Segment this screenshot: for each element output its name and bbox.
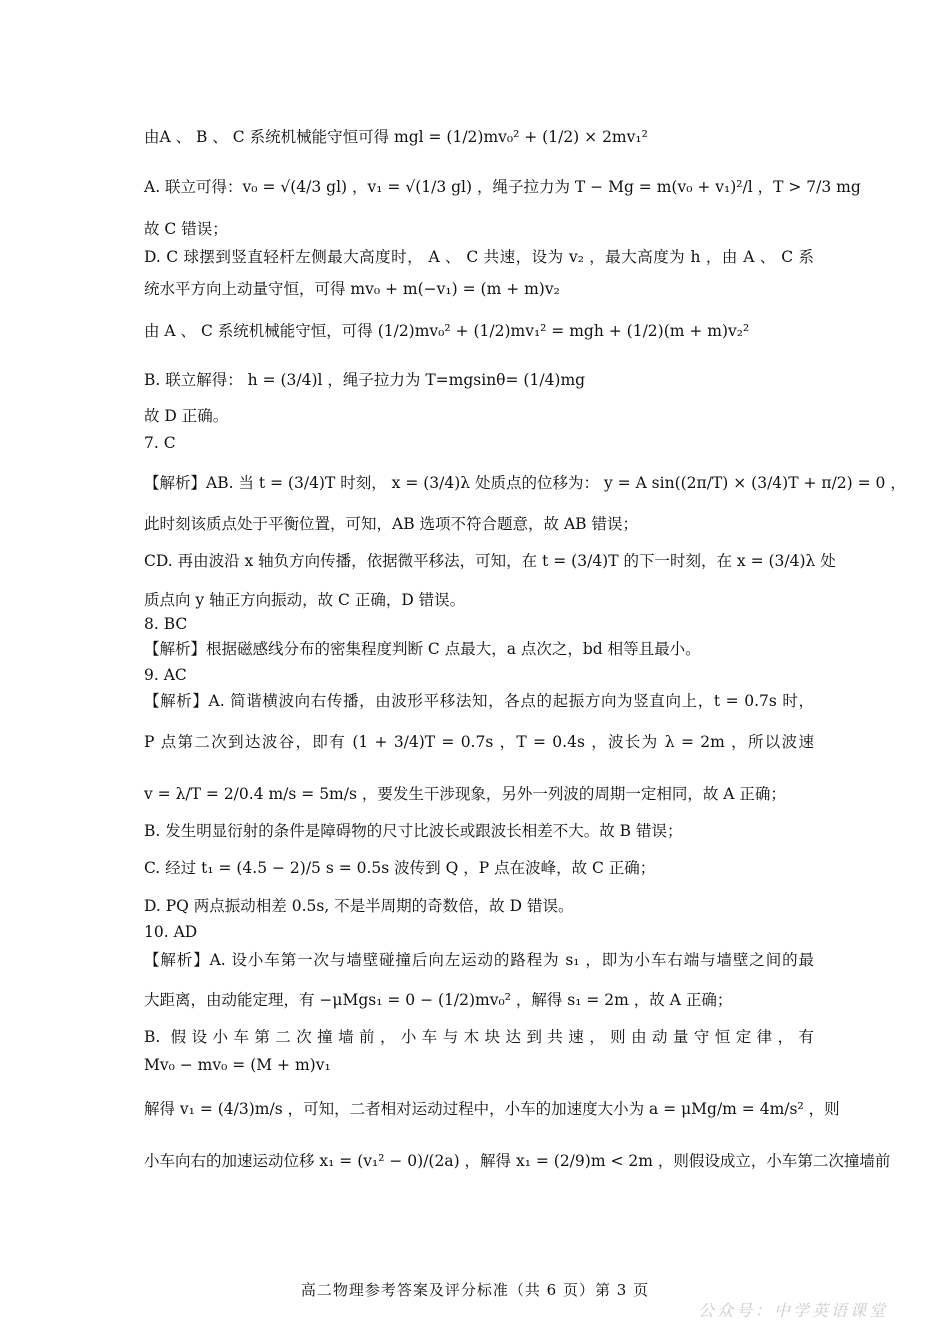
text-line: 小车向右的加速运动位移 x₁ = (v₁² − 0)/(2a) ，解得 x₁ = (2/9)m < 2m ，则假设成立，小车第二次撞墙前 <box>144 1152 891 1170</box>
text-line: B. 发生明显衍射的条件是障碍物的尺寸比波长或跟波长相差不大。故 B 错误； <box>144 822 683 840</box>
question-number: 7. C <box>144 434 176 452</box>
text-line: B. 联立解得： h = (3/4)l ，绳子拉力为 T=mgsinθ= (1/4)mg <box>144 371 586 389</box>
text-line: v = λ/T = 2/0.4 m/s = 5m/s ，要发生干涉现象，另外一列波的周期一定相同，故 A 正确； <box>144 785 786 803</box>
question-number: 9. AC <box>144 666 187 684</box>
text-line: 【解析】根据磁感线分布的密集程度判断 C 点最大，a 点次之，bd 相等且最小。 <box>144 640 701 658</box>
text-line: A. 联立可得：v₀ = √(4/3 gl) ，v₁ = √(1/3 gl) ，绳子拉力为 T − Mg = m(v₀ + v₁)²/l ，T > 7/3 mg <box>144 178 861 196</box>
text-line: 质点向 y 轴正方向振动，故 C 正确，D 错误。 <box>144 591 466 609</box>
text-line: B. 假设小车第二次撞墙前，小车与木块达到共速，则由动量守恒定律，有 <box>144 1028 814 1046</box>
question-number: 8. BC <box>144 615 188 633</box>
text-line: 由A 、 B 、 C 系统机械能守恒可得 mgl = (1/2)mv₀² + (1/2) × 2mv₁² <box>144 128 648 146</box>
text-line: CD. 再由波沿 x 轴负方向传播，依据微平移法，可知，在 t = (3/4)T 的下一时刻，在 x = (3/4)λ 处 <box>144 552 836 570</box>
text-line: 由 A 、 C 系统机械能守恒，可得 (1/2)mv₀² + (1/2)mv₁² = mgh + (1/2)(m + m)v₂² <box>144 322 750 340</box>
text-line: 解得 v₁ = (4/3)m/s ，可知，二者相对运动过程中，小车的加速度大小为 a = μMg/m = 4m/s² ，则 <box>144 1100 840 1118</box>
text-line: Mv₀ − mv₀ = (M + m)v₁ <box>144 1056 331 1074</box>
text-line: D. PQ 两点振动相差 0.5s, 不是半周期的奇数倍，故 D 错误。 <box>144 897 574 915</box>
text-line: 故 C 错误； <box>144 220 228 238</box>
page-footer: 高二物理参考答案及评分标准（共 6 页）第 3 页 <box>300 1281 650 1299</box>
text-line: 【解析】A. 简谐横波向右传播，由波形平移法知，各点的起振方向为竖直向上，t = 0.7s 时， <box>144 692 814 710</box>
text-line: 此时刻该质点处于平衡位置，可知，AB 选项不符合题意，故 AB 错误； <box>144 515 638 533</box>
text-line: C. 经过 t₁ = (4.5 − 2)/5 s = 0.5s 波传到 Q ，P 点在波峰，故 C 正确； <box>144 859 656 877</box>
text-line: P 点第二次到达波谷，即有 (1 + 3/4)T = 0.7s ，T = 0.4s ，波长为 λ = 2m ，所以波速 <box>144 733 814 751</box>
question-number: 10. AD <box>144 923 198 941</box>
watermark: 公众号：中学英语课堂 <box>697 1301 888 1320</box>
text-line: 故 D 正确。 <box>144 407 229 425</box>
text-line: 【解析】AB. 当 t = (3/4)T 时刻， x = (3/4)λ 处质点的位移为： y = A sin((2π/T) × (3/4)T + π/2) = 0 ， <box>144 474 906 492</box>
text-line: 大距离，由动能定理，有 −μMgs₁ = 0 − (1/2)mv₀² ，解得 s₁ = 2m ，故 A 正确； <box>144 991 733 1009</box>
text-line: D. C 球摆到竖直轻杆左侧最大高度时， A 、 C 共速，设为 v₂ ，最大高度为 h ，由 A 、 C 系 <box>144 248 814 266</box>
text-line: 【解析】A. 设小车第一次与墙壁碰撞后向左运动的路程为 s₁ ，即为小车右端与墙壁之间的最 <box>144 951 814 969</box>
text-line: 统水平方向上动量守恒，可得 mv₀ + m(−v₁) = (m + m)v₂ <box>144 280 560 298</box>
